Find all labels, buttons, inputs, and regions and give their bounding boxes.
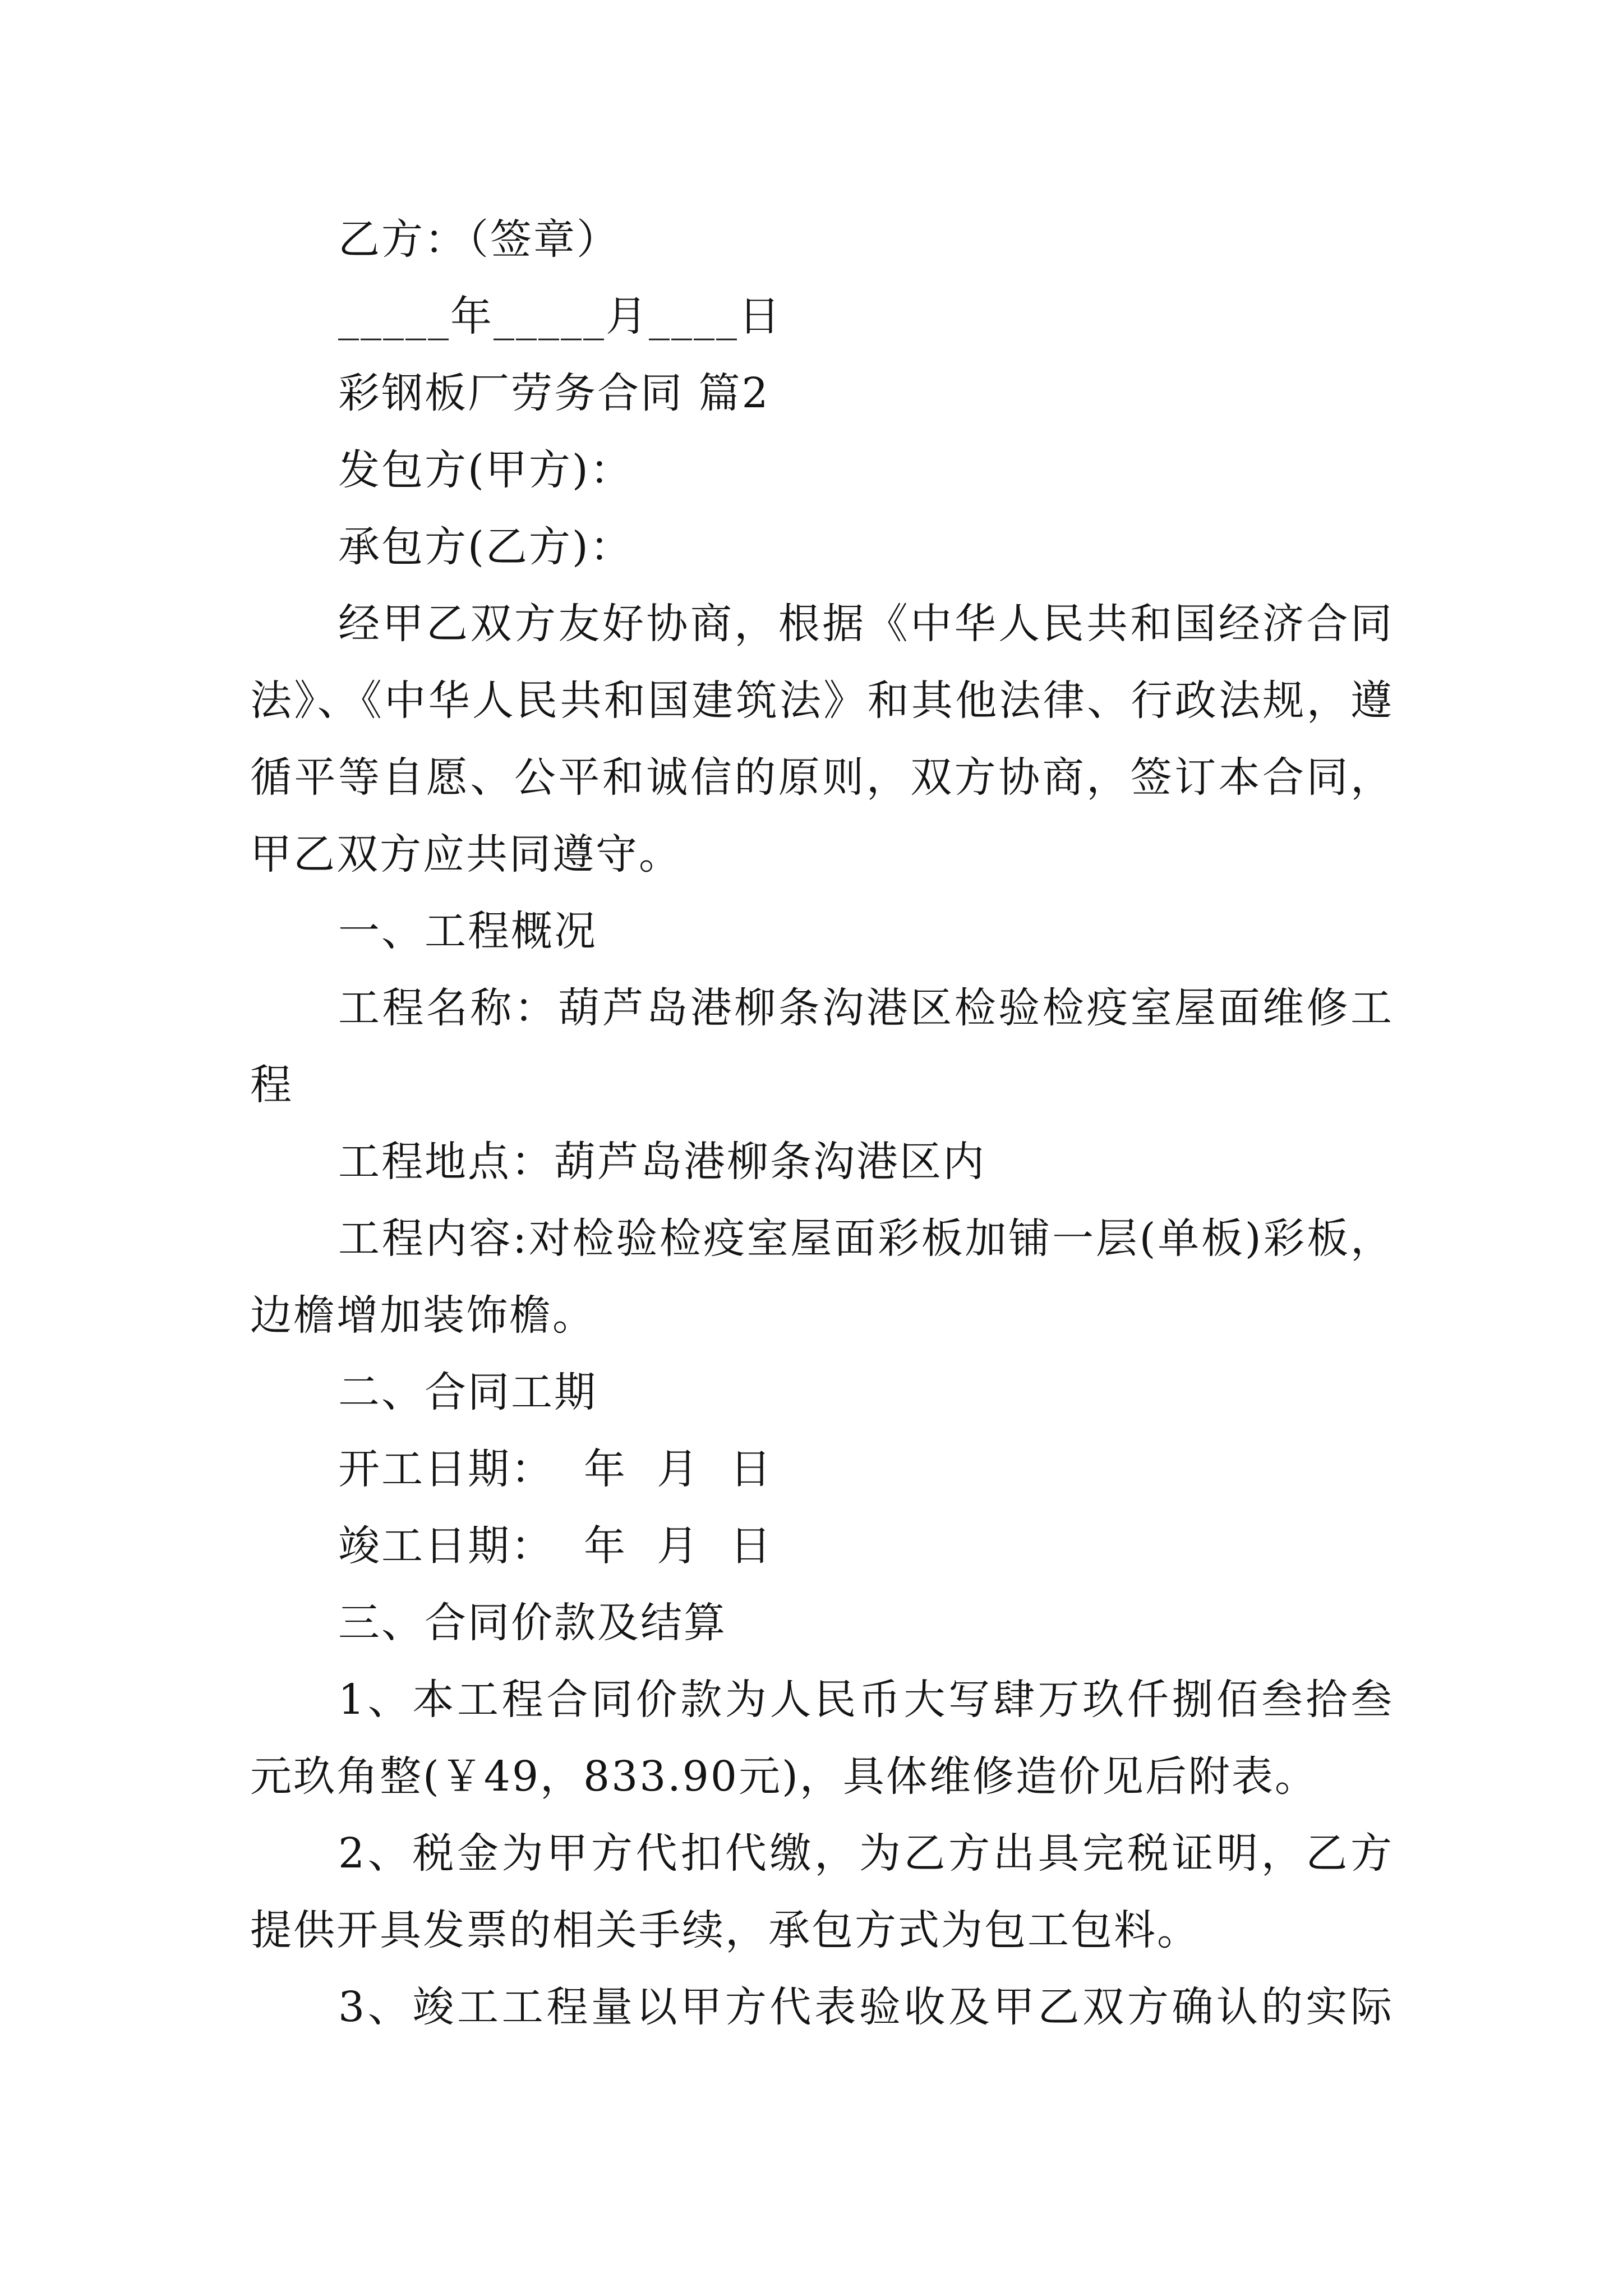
clause-1-line: 1、本工程合同价款为人民币大写肆万玖仟捌佰叁拾叁 (338, 1676, 1392, 1724)
project-location: 工程地点：葫芦岛港柳条沟港区内 (338, 1138, 986, 1186)
section-heading-project-overview: 一、工程概况 (338, 907, 597, 955)
clause-2-line: 2、税金为甲方代扣代缴，为乙方出具完税证明，乙方 (338, 1829, 1392, 1878)
preamble-line: 甲乙双方应共同遵守。 (250, 830, 682, 878)
preamble-line: 循平等自愿、公平和诚信的原则，双方协商，签订本合同， (250, 753, 1392, 802)
contractor-label: 承包方(乙方)： (338, 523, 633, 571)
project-name-line: 程 (250, 1061, 293, 1109)
preamble-line: 法》、《中华人民共和国建筑法》和其他法律、行政法规，遵 (250, 677, 1392, 725)
start-date: 开工日期： 年 月 日 (338, 1445, 773, 1493)
signature-date: _____年_____月____日 (338, 292, 782, 341)
contract-title: 彩钢板厂劳务合同 篇2 (338, 369, 770, 417)
preamble-line: 经甲乙双方友好协商，根据《中华人民共和国经济合同 (338, 600, 1392, 648)
completion-date: 竣工日期： 年 月 日 (338, 1522, 773, 1570)
section-heading-price-settlement: 三、合同价款及结算 (338, 1599, 727, 1647)
party-b-signature: 乙方：（签章） (338, 215, 620, 264)
section-heading-contract-period: 二、合同工期 (338, 1368, 597, 1416)
project-name-line: 工程名称：葫芦岛港柳条沟港区检验检疫室屋面维修工 (338, 984, 1392, 1032)
employer-label: 发包方(甲方)： (338, 446, 633, 494)
clause-2-line: 提供开具发票的相关手续，承包方式为包工包料。 (250, 1906, 1200, 1954)
clause-3-line: 3、竣工工程量以甲方代表验收及甲乙双方确认的实际 (338, 1983, 1392, 2031)
clause-1-line: 元玖角整(￥49，833.90元)，具体维修造价见后附表。 (250, 1752, 1318, 1801)
document-body (250, 201, 1392, 2046)
project-scope-line: 工程内容:对检验检疫室屋面彩板加铺一层(单板)彩板， (338, 1214, 1392, 1263)
project-scope-line: 边檐增加装饰檐。 (250, 1291, 596, 1340)
